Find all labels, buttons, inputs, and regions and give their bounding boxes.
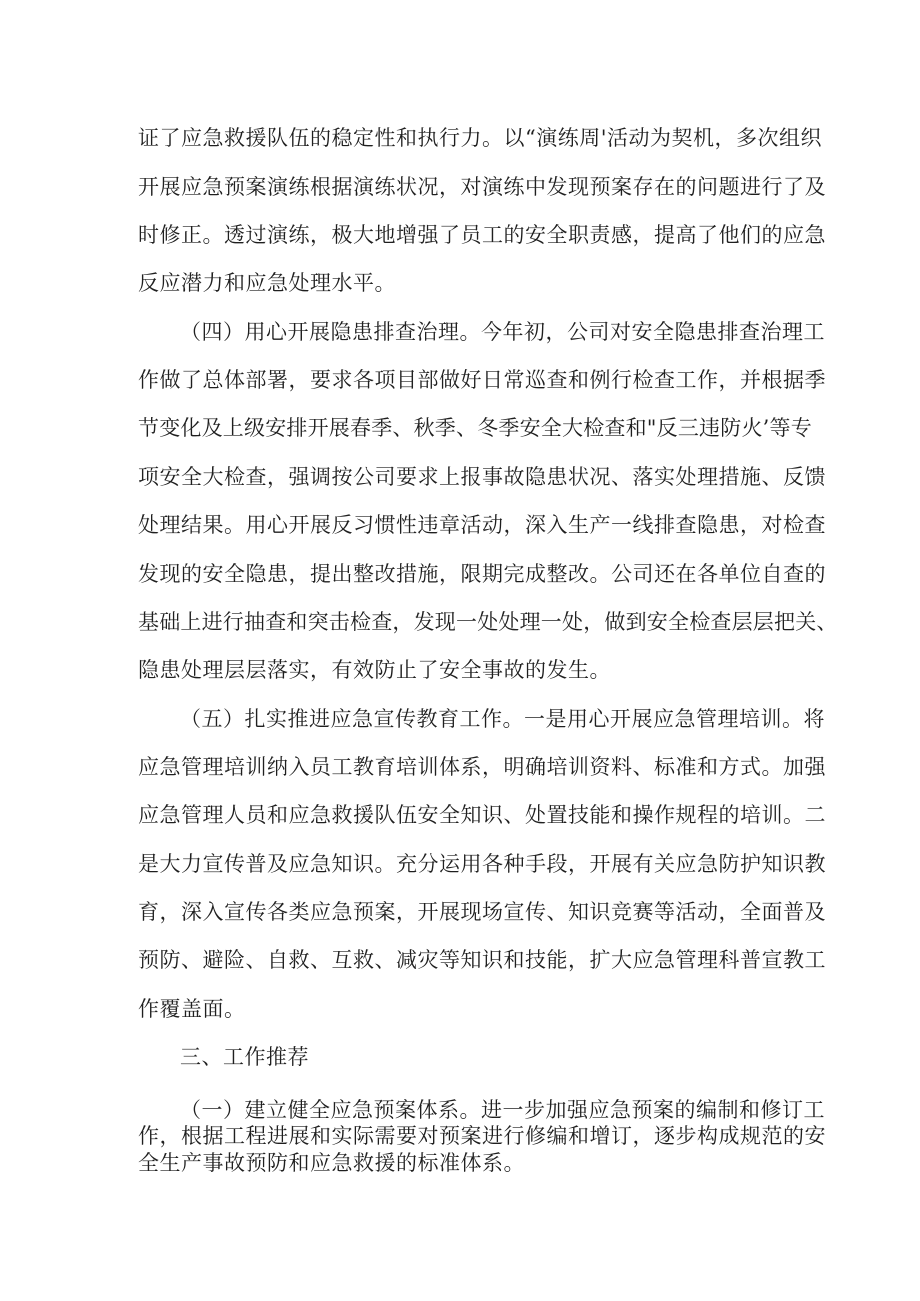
paragraph-line: 处理结果。用心开展反习惯性违章活动，深入生产一线排查隐患，对检查	[138, 513, 826, 537]
paragraph-line: 是大力宣传普及应急知识。充分运用各种手段，开展有关应急防护知识教	[138, 852, 826, 876]
paragraph-line: 全生产事故预防和应急救援的标准体系。	[138, 1151, 525, 1175]
paragraph-line: 反应潜力和应急处理水平。	[138, 271, 396, 295]
section-heading: 三、工作推荐	[180, 1045, 309, 1069]
paragraph-line: 时修正。透过演练，极大地增强了员工的安全职责感，提高了他们的应急	[138, 223, 826, 247]
paragraph-line: 证了应急救援队伍的稳定性和执行力。以“演练周'活动为契机，多次组织	[138, 126, 823, 150]
paragraph-line: 节变化及上级安排开展春季、秋季、冬季安全大检查和"反三违防火’等专	[138, 416, 812, 440]
paragraph-line: （一）建立健全应急预案体系。进一步加强应急预案的编制和修订工	[180, 1098, 825, 1122]
paragraph-line: 发现的安全隐患，提出整改措施，限期完成整改。公司还在各单位自查的	[138, 562, 826, 586]
paragraph-line: 基础上进行抽查和突击检查，发现一处处理一处，做到安全检查层层把关、	[138, 610, 838, 634]
paragraph-line: 应急管理人员和应急救援队伍安全知识、处置技能和操作规程的培训。二	[138, 803, 826, 827]
paragraph-line: 隐患处理层层落实，有效防止了安全事故的发生。	[138, 658, 611, 682]
paragraph-line: 作，根据工程进展和实际需要对预案进行修编和增订，逐步构成规范的安	[138, 1124, 826, 1148]
paragraph-line: 项安全大检查，强调按公司要求上报事故隐患状况、落实处理措施、反馈	[138, 465, 826, 489]
paragraph-line: （五）扎实推进应急宣传教育工作。一是用心开展应急管理培训。将	[180, 707, 825, 731]
paragraph-line: 作做了总体部署，要求各项目部做好日常巡查和例行检查工作，并根据季	[138, 368, 826, 392]
paragraph-line: 作覆盖面。	[138, 997, 246, 1021]
paragraph-line: 应急管理培训纳入员工教育培训体系，明确培训资料、标准和方式。加强	[138, 755, 826, 779]
paragraph-line: 预防、避险、自救、互救、减灾等知识和技能，扩大应急管理科普宣教工	[138, 948, 826, 972]
paragraph-line: 开展应急预案演练根据演练状况，对演练中发现预案存在的问题进行了及	[138, 175, 826, 199]
paragraph-line: （四）用心开展隐患排查治理。今年初，公司对安全隐患排查治理工	[180, 320, 825, 344]
paragraph-line: 育，深入宣传各类应急预案，开展现场宣传、知识竞赛等活动，全面普及	[138, 900, 826, 924]
